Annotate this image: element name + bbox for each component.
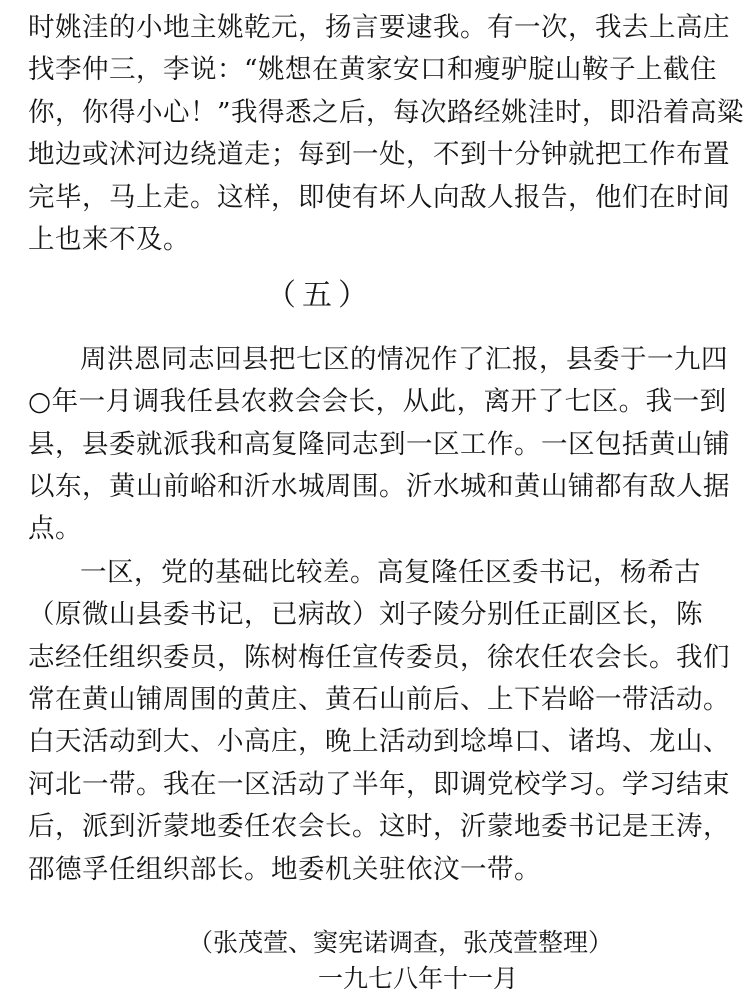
intro-line-6: 上也来不及。 [28,224,190,255]
intro-line-4: 地边或沭河边绕道走；每到一处，不到十分钟就把工作布置 [28,139,730,170]
intro-line-2: 找李仲三，李说：“姚想在黄家安口和瘦驴腚山鞍子上截住 [28,54,718,85]
intro-line-3: 你，你得小心！”我得悉之后，每次路经姚洼时，即沿着高粱 [28,97,744,128]
paragraph1-line-2: ○年一月调我任县农救会会长，从此，离开了七区。我一到 [28,386,727,417]
section-heading: （五） [266,278,374,313]
paragraph1-line-1: 周洪恩同志回县把七区的情况作了汇报，县委于一九四 [80,344,728,375]
paragraph2-line-4: 常在黄山铺周围的黄庄、黄石山前后、上下岩峪一带活动。 [28,684,730,715]
paragraph2-line-6: 河北一带。我在一区活动了半年，即调党校学习。学习结束 [28,769,730,800]
paragraph2-line-2: （原微山县委书记，已病故）刘子陵分别任正副区长，陈 [28,599,703,630]
paragraph2-line-3: 志经任组织委员，陈树梅任宣传委员，徐农任农会长。我们 [28,642,730,673]
paragraph2-line-7: 后，派到沂蒙地委任农会长。这时，沂蒙地委书记是王涛， [28,811,730,842]
paragraph1-line-5: 点。 [28,513,82,544]
credit-line: （张茂萱、窦宪诺调查，张茂萱整理） [188,928,614,957]
paragraph1-line-3: 县，县委就派我和高复隆同志到一区工作。一区包括黄山铺 [28,429,730,460]
intro-line-5: 完毕，马上走。这样，即使有坏人向敌人报告，他们在时间 [28,182,730,213]
date-line: 一九七八年十一月 [318,964,519,993]
paragraph1-line-4: 以东，黄山前峪和沂水城周围。沂水城和黄山铺都有敌人据 [28,471,730,502]
intro-line-1: 时姚洼的小地主姚乾元，扬言要逮我。有一次，我去上高庄 [28,12,730,43]
paragraph2-line-1: 一区，党的基础比较差。高复隆任区委书记，杨希古 [80,557,701,588]
paragraph2-line-8: 邵德孚任组织部长。地委机关驻依汶一带。 [28,854,541,885]
paragraph2-line-5: 白天活动到大、小高庄，晚上活动到埝埠口、诸坞、龙山、 [28,726,730,757]
